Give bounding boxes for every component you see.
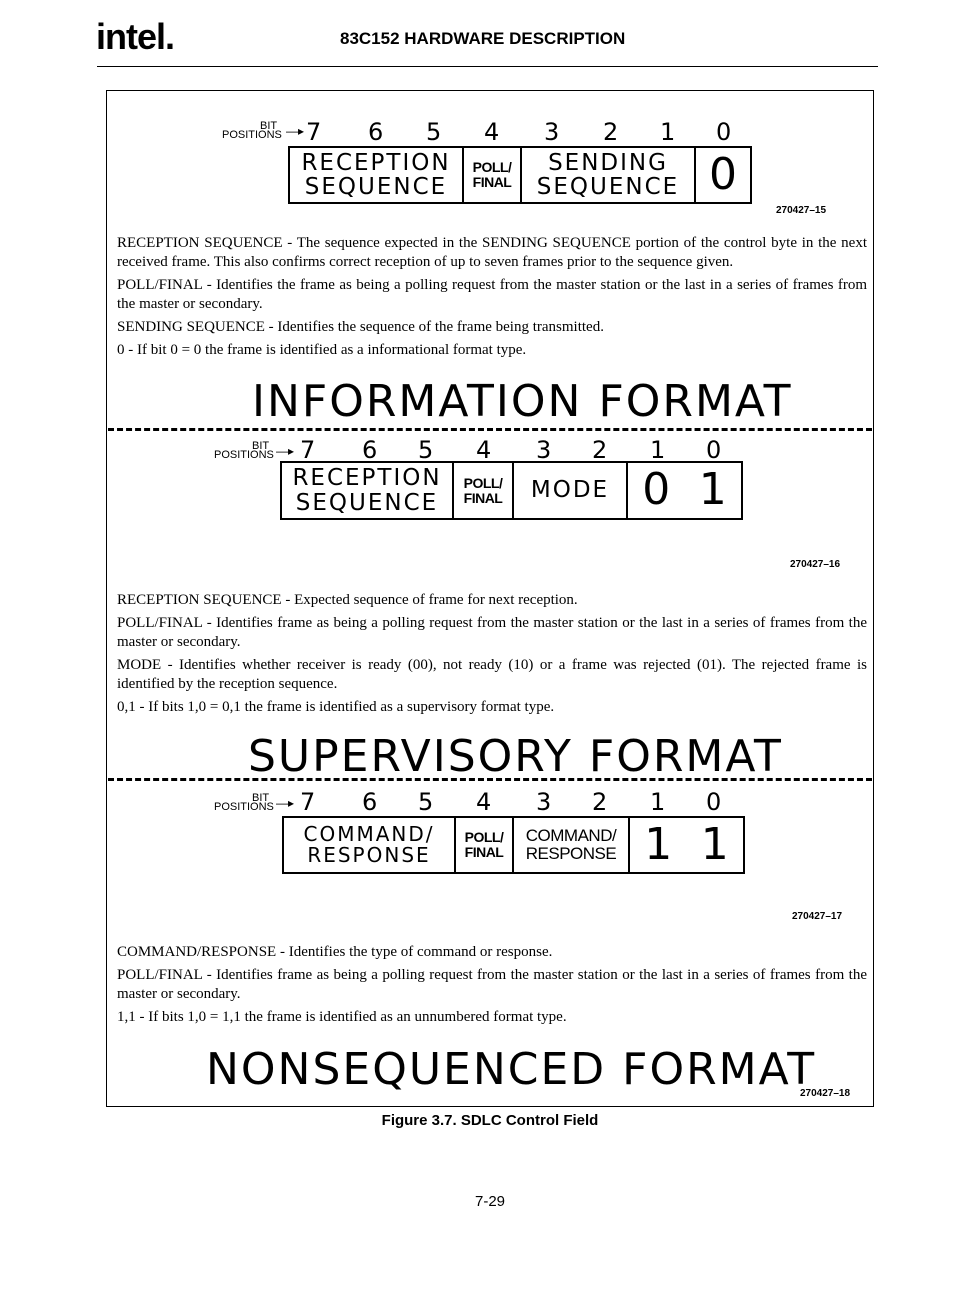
bit-number: 4 (476, 788, 492, 816)
dashed-divider (108, 778, 872, 781)
arrow-icon: —▸ (276, 796, 295, 810)
bit-number: 0 (706, 788, 722, 816)
bit-positions-label (214, 440, 274, 461)
bit-number: 2 (592, 436, 608, 464)
control-field-diagram (282, 816, 745, 874)
description-block (117, 943, 867, 1031)
description-block (117, 591, 867, 721)
control-field-diagram (280, 461, 743, 520)
positions-label: POSITIONS (222, 129, 282, 141)
description-paragraph: 1,1 - If bits 1,0 = 1,1 the frame is identified as an unnumbered format type. (117, 1009, 567, 1025)
bit-number: 1 (650, 788, 666, 816)
bit-label: BIT (252, 440, 270, 452)
bit-number: 0 (706, 436, 722, 464)
bit-positions-label (214, 792, 274, 813)
figure-id: 270427–15 (776, 205, 827, 216)
poll-final-field: POLL/ FINAL (454, 463, 514, 518)
description-paragraph: COMMAND/RESPONSE - Identifies the type of command or response. (117, 944, 553, 960)
bit-number: 4 (476, 436, 492, 464)
figure-id: 270427–18 (800, 1088, 851, 1099)
arrow-icon: —▸ (286, 124, 305, 138)
header-rule (97, 66, 878, 67)
reception-sequence-field: RECEPTION SEQUENCE (282, 463, 454, 518)
bit-number: 5 (426, 118, 442, 146)
figure-caption: Figure 3.7. SDLC Control Field (381, 1112, 599, 1129)
bits-1-0-field: 1 1 (644, 818, 729, 870)
bit-number: 5 (418, 788, 434, 816)
bit-number: 6 (368, 118, 384, 146)
bit-number: 1 (650, 436, 666, 464)
description-paragraph: 0,1 - If bits 1,0 = 0,1 the frame is identified as a supervisory format type. (117, 699, 555, 715)
page-header-title: 83C152 HARDWARE DESCRIPTION (340, 29, 626, 48)
positions-label: POSITIONS (214, 449, 274, 461)
bit-label: BIT (260, 120, 278, 132)
bit-number: 7 (306, 118, 322, 146)
description-paragraph: RECEPTION SEQUENCE - The sequence expected in the SENDING SEQUENCE portion of the control byte in the next received frame. This also confirms correct reception of up to seven frames prior to the sequence given. (117, 235, 867, 270)
bit-number: 6 (362, 788, 378, 816)
format-title: NONSEQUENCED FORMAT (206, 1044, 817, 1095)
format-title: INFORMATION FORMAT (252, 376, 793, 427)
poll-final-field: POLL/ FINAL (456, 818, 514, 872)
description-paragraph: 0 - If bit 0 = 0 the frame is identified as a informational format type. (117, 342, 527, 358)
description-paragraph: POLL/FINAL - Identifies the frame as being a polling request from the master station or the last in a series of frames from the master or secondary. (117, 277, 867, 312)
arrow-icon: —▸ (276, 444, 295, 458)
reception-sequence-field: RECEPTION SEQUENCE (290, 148, 464, 202)
figure-id: 270427–16 (790, 559, 841, 570)
description-paragraph: SENDING SEQUENCE - Identifies the sequence of the frame being transmitted. (117, 319, 604, 335)
figure-id: 270427–17 (792, 911, 843, 922)
bit-number: 3 (544, 118, 560, 146)
bit-number: 7 (300, 436, 316, 464)
bit-number: 2 (603, 118, 619, 146)
positions-label: POSITIONS (214, 801, 274, 813)
bit-number: 1 (660, 118, 676, 146)
bit-number: 5 (418, 436, 434, 464)
bit-number: 2 (592, 788, 608, 816)
dashed-divider (108, 428, 872, 431)
control-field-diagram (288, 146, 752, 204)
bits-1-0-field: 0 1 (642, 464, 727, 516)
bit-number: 3 (536, 436, 552, 464)
bit-number: 7 (300, 788, 316, 816)
description-paragraph: POLL/FINAL - Identifies frame as being a polling request from the master station or the last in a series of frames from the master or secondary. (117, 615, 867, 650)
intel-logo: intel. (96, 16, 175, 57)
page-number: 7-29 (474, 1193, 506, 1210)
bit0-field: 0 (709, 148, 737, 200)
sending-sequence-field: SENDING SEQUENCE (522, 148, 696, 202)
bit-number: 0 (716, 118, 732, 146)
mode-field: MODE (514, 463, 628, 518)
description-block (117, 234, 867, 364)
bit-number: 3 (536, 788, 552, 816)
description-paragraph: MODE - Identifies whether receiver is ready (00), not ready (10) or a frame was rejected (01). The rejected frame is identified by the reception sequence. (117, 657, 867, 692)
command-response-field: COMMAND/ RESPONSE (284, 818, 456, 872)
bit-label: BIT (252, 792, 270, 804)
format-title: SUPERVISORY FORMAT (248, 731, 783, 782)
bit-positions-label (222, 120, 282, 141)
command-response-field-2: COMMAND/ RESPONSE (514, 818, 630, 872)
poll-final-field: POLL/ FINAL (464, 148, 522, 202)
bit-number: 4 (484, 118, 500, 146)
bit-number: 6 (362, 436, 378, 464)
description-paragraph: RECEPTION SEQUENCE - Expected sequence of frame for next reception. (117, 592, 578, 608)
description-paragraph: POLL/FINAL - Identifies frame as being a polling request from the master station or the last in a series of frames from the master or secondary. (117, 967, 867, 1002)
